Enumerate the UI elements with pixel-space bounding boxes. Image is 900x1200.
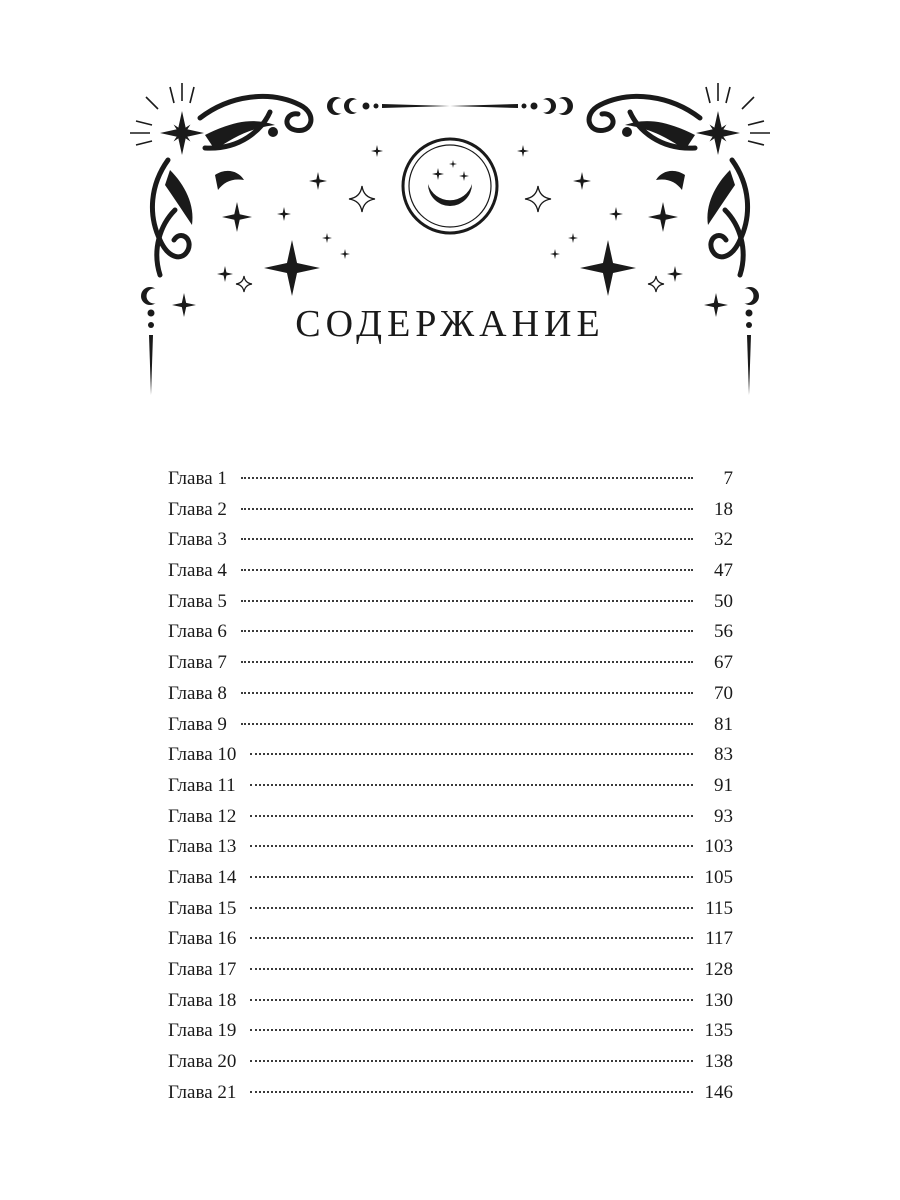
toc-entry [168,740,733,771]
chapter-label: Глава 6 [168,621,227,643]
page-number: 146 [704,1081,733,1103]
chapter-label: Глава 7 [168,652,227,674]
chapter-label: Глава 14 [168,866,237,888]
page-number: 115 [705,897,733,919]
chapter-label: Глава 1 [168,468,227,489]
chapter-label: Глава 18 [168,989,237,1011]
page-number: 128 [704,959,733,980]
toc-entry [168,894,733,925]
dot-leader [250,907,693,909]
page-number: 50 [714,590,733,612]
page-number: 135 [704,1020,733,1042]
toc-entry [168,556,733,587]
page-number: 83 [714,744,733,766]
toc-entry [168,1016,733,1047]
page-number: 130 [704,989,733,1011]
chapter-label: Глава 9 [168,713,227,735]
dot-leader [250,815,693,817]
toc-entry [168,802,733,833]
dot-leader [241,692,693,694]
chapter-label: Глава 11 [168,774,236,796]
crescent-moon-icon [403,139,497,233]
toc-entry [168,464,733,495]
toc-entry [168,986,733,1017]
page-number: 81 [714,713,733,735]
chapter-label: Глава 2 [168,498,227,520]
chapter-label: Глава 12 [168,805,237,827]
chapter-label: Глава 19 [168,1020,237,1042]
page-number: 105 [704,866,733,888]
page-number: 32 [714,529,733,551]
dot-leader [241,723,693,725]
page-number: 56 [714,621,733,643]
table-of-contents [168,464,733,1108]
dot-leader [250,1029,693,1031]
page-number: 18 [714,498,733,520]
dot-leader [250,876,693,878]
page-number: 7 [723,468,733,489]
dot-leader [250,937,693,939]
page-number: 93 [714,805,733,827]
dot-leader [250,999,693,1001]
dot-leader [250,784,693,786]
toc-entry [168,495,733,526]
toc-entry [168,710,733,741]
dot-leader [241,477,693,479]
dot-leader [250,968,693,970]
chapter-label: Глава 8 [168,682,227,704]
dot-leader [241,661,693,663]
chapter-label: Глава 21 [168,1081,237,1103]
toc-entry [168,587,733,618]
chapter-label: Глава 16 [168,928,237,950]
ornament-frame [0,0,900,430]
page-number: 138 [704,1051,733,1073]
toc-entry [168,1047,733,1078]
toc-entry [168,1078,733,1109]
chapter-label: Глава 20 [168,1051,237,1073]
dot-leader [250,1091,693,1093]
dot-leader [241,538,693,540]
chapter-label: Глава 17 [168,959,237,980]
dot-leader [250,1060,693,1062]
toc-entry [168,679,733,710]
toc-entry [168,525,733,556]
dot-leader [250,753,693,755]
toc-entry [168,648,733,679]
page-number: 47 [714,560,733,582]
dot-leader [250,845,693,847]
page-title: СОДЕРЖАНИЕ [295,303,605,345]
dot-leader [241,569,693,571]
page-number: 67 [714,652,733,674]
page-number: 70 [714,682,733,704]
chapter-label: Глава 10 [168,744,237,766]
chapter-label: Глава 15 [168,897,237,919]
chapter-label: Глава 3 [168,529,227,551]
chapter-label: Глава 13 [168,836,237,858]
toc-entry [168,924,733,955]
dot-leader [241,630,693,632]
chapter-label: Глава 5 [168,590,227,612]
page-number: 91 [714,774,733,796]
toc-entry [168,832,733,863]
dot-leader [241,508,693,510]
toc-entry [168,955,733,986]
toc-entry [168,863,733,894]
toc-entry [168,771,733,802]
toc-entry [168,617,733,648]
page-number: 117 [705,928,733,950]
dot-leader [241,600,693,602]
chapter-label: Глава 4 [168,560,227,582]
page-number: 103 [704,836,733,858]
